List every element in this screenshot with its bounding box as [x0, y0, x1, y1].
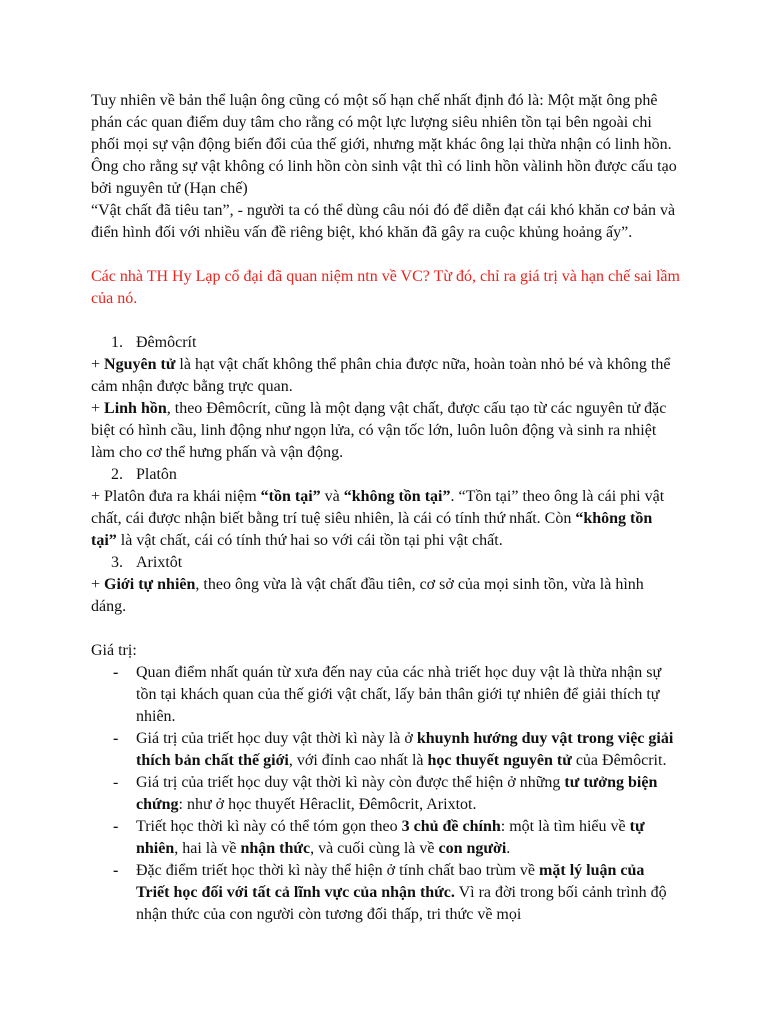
bold-term: tự nhiên [136, 818, 645, 857]
value-text: : một là tìm hiểu về [500, 818, 630, 835]
bold-term: Giới tự nhiên [104, 576, 196, 593]
value-item [91, 662, 680, 728]
point-paragraph [91, 398, 680, 464]
point-text: . “Tồn tại” theo ông là cái phi vật chất, cái được nhận biết bằng trí tuệ siêu nhiên, là cái có tính thứ nhất. Còn [91, 488, 665, 527]
value-text: Triết học thời kì này có thể tóm gọn theo [136, 818, 402, 835]
point-paragraph [91, 574, 680, 618]
bold-term: 3 chủ đề chính [401, 818, 501, 835]
dash-mark: - [113, 774, 119, 791]
point-text: , theo ông vừa là vật chất đầu tiên, cơ sở của mọi sinh tồn, vừa là hình dáng. [91, 576, 644, 615]
bold-term: Nguyên tử [104, 356, 176, 373]
document-page [91, 90, 680, 926]
philosopher-item [91, 332, 680, 354]
value-item [91, 728, 680, 772]
intro-paragraph: Tuy nhiên về bản thể luận ông cũng có một số hạn chế nhất định đó là: Một mặt ông phê phán các quan điểm duy tâm cho rằng có một lực lượng siêu nhiên tồn tại bên ngoài chi phối mọi sự vận động biến đổi của thế giới, nhưng mặt khác ông lại thừa nhận có linh hồn. Ông cho rằng sự vật không có linh hồn còn sinh vật thì có linh hồn vàlinh hồn được cấu tạo bởi nguyên tử (Hạn chế) [91, 92, 677, 197]
bold-term: học thuyết nguyên tử [427, 752, 572, 769]
value-text: của Đêmôcrit. [571, 752, 667, 769]
value-text: Giá trị của triết học duy vật thời kì này còn được thể hiện ở những [136, 774, 565, 791]
value-text: Giá trị của triết học duy vật thời kì này là ở [136, 730, 417, 747]
dash-mark: - [113, 818, 119, 835]
quote-paragraph: “Vật chất đã tiêu tan”, - người ta có thể dùng câu nói đó để diễn đạt cái khó khăn cơ bản và điển hình đối với nhiều vấn đề riêng biệt, khó khăn đã gây ra cuộc khủng hoảng ấy”. [91, 202, 676, 241]
point-paragraph [91, 486, 680, 552]
point-text: và [320, 488, 344, 505]
philosopher-name: Platôn [136, 466, 177, 483]
philosopher-name: Đêmôcrít [136, 334, 197, 351]
point-paragraph [91, 354, 680, 398]
bold-term: mặt lý luận của Triết học đối với tất cả lĩnh vực của nhận thức. [136, 862, 645, 901]
bold-term: con người [438, 840, 507, 857]
dash-mark: - [113, 730, 119, 747]
values-heading: Giá trị: [91, 642, 137, 659]
value-item [91, 860, 680, 926]
point-text: là vật chất, cái có tính thứ hai so với cái tồn tại phi vật chất. [116, 532, 503, 549]
value-text: : như ở học thuyết Hêraclit, Đêmôcrit, Arixtot. [178, 796, 477, 813]
value-text: , hai là về [174, 840, 241, 857]
philosopher-name: Arixtôt [136, 554, 183, 571]
spacer [91, 244, 680, 266]
value-text: , và cuối cùng là về [310, 840, 439, 857]
dash-mark: - [113, 862, 119, 879]
point-text: + Platôn đưa ra khái niệm [91, 488, 261, 505]
bold-term: “không tồn tại” [91, 510, 653, 549]
plus-mark: + [91, 576, 105, 593]
list-number: 1. [111, 334, 123, 351]
bold-term: nhận thức [240, 840, 311, 857]
bold-term: “không tồn tại” [343, 488, 451, 505]
list-number: 3. [111, 554, 123, 571]
value-text: Đặc điểm triết học thời kì này thể hiện ở tính chất bao trùm về [136, 862, 540, 879]
point-text: , theo Đêmôcrít, cũng là một dạng vật chất, được cấu tạo từ các nguyên tử đặc biệt có hình cầu, linh động như ngọn lửa, có vận tốc lớn, luôn luôn động và sinh ra nhiệt làm cho cơ thể hưng phấn và vận động. [91, 400, 667, 461]
philosopher-item [91, 464, 680, 486]
list-number: 2. [111, 466, 123, 483]
spacer [91, 310, 680, 332]
point-text: là hạt vật chất không thể phân chia được nữa, hoàn toàn nhỏ bé và không thể cảm nhận được bằng trực quan. [91, 356, 671, 395]
value-item [91, 772, 680, 816]
question-heading: Các nhà TH Hy Lạp cổ đại đã quan niệm ntn về VC? Từ đó, chỉ ra giá trị và hạn chế sai lầm của nó. [91, 268, 680, 307]
bold-term: khuynh hướng duy vật trong việc giải thích bản chất thế giới [136, 730, 674, 769]
bold-term: Linh hồn [104, 400, 167, 417]
value-item [91, 816, 680, 860]
spacer [91, 618, 680, 640]
philosopher-item [91, 552, 680, 574]
value-text: . [506, 840, 511, 857]
dash-mark: - [113, 664, 119, 681]
value-text: , với đỉnh cao nhất là [288, 752, 428, 769]
bold-term: tư tưởng biện chứng [136, 774, 658, 813]
bold-term: “tồn tại” [260, 488, 321, 505]
value-text: Vì ra đời trong bối cảnh trình độ nhận thức của con người còn tương đối thấp, tri thức về mọi [136, 884, 667, 923]
value-text: Quan điểm nhất quán từ xưa đến nay của các nhà triết học duy vật là thừa nhận sự tồn tại khách quan của thế giới vật chất, lấy bản thân giới tự nhiên để giải thích tự nhiên. [136, 664, 662, 725]
plus-mark: + [91, 400, 105, 417]
plus-mark: + [91, 356, 105, 373]
